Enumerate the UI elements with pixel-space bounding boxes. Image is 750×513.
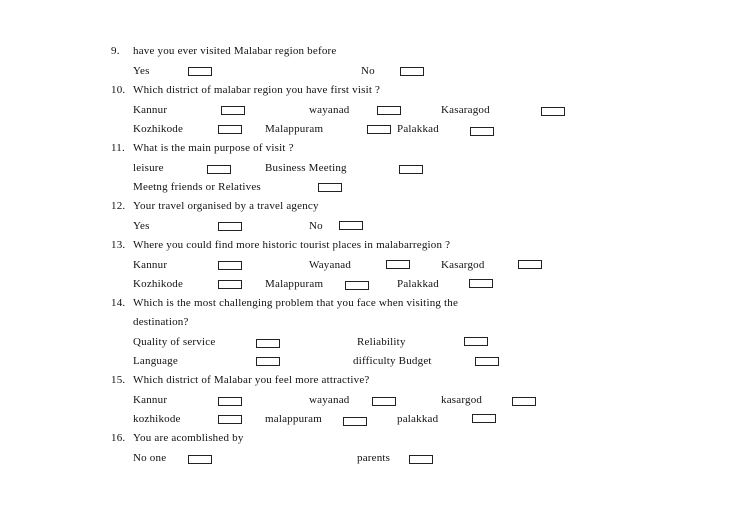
q12-option-label: No — [309, 220, 323, 232]
q10-text: Which district of malabar region you have first visit ? — [133, 84, 381, 96]
q11-option-label: leisure — [133, 162, 164, 174]
q11-option-label: Business Meeting — [265, 162, 347, 174]
q14-option-label: difficulty Budget — [353, 355, 432, 367]
q15-option-label: malappuram — [265, 413, 322, 425]
q15-option-checkbox[interactable] — [372, 397, 396, 406]
q11-number: 11. — [111, 142, 125, 154]
q14-option-label: Reliability — [357, 336, 406, 348]
q14-text-continued: destination? — [133, 316, 189, 328]
q15-option-label: palakkad — [397, 413, 439, 425]
q13-option-label: Malappuram — [265, 278, 324, 290]
q16-option-checkbox[interactable] — [188, 455, 212, 464]
q13-text: Where you could find more historic tourist places in malabarregion ? — [133, 239, 451, 251]
q9-option-label: No — [361, 65, 375, 77]
q14-option-label: Language — [133, 355, 178, 367]
q13-option-label: Kasargod — [441, 259, 485, 271]
q10-option-label: wayanad — [309, 104, 350, 116]
q14-number: 14. — [111, 297, 126, 309]
q15-option-checkbox[interactable] — [218, 415, 242, 424]
q15-option-checkbox[interactable] — [512, 397, 536, 406]
q9-number: 9. — [111, 45, 120, 57]
q14-option-checkbox[interactable] — [475, 357, 499, 366]
q16-option-label: parents — [357, 452, 391, 464]
q13-number: 13. — [111, 239, 126, 251]
q10-option-checkbox[interactable] — [367, 125, 391, 134]
q13-option-checkbox[interactable] — [218, 280, 242, 289]
q13-option-checkbox[interactable] — [518, 260, 542, 269]
q9-option-checkbox[interactable] — [188, 67, 212, 76]
q16-number: 16. — [111, 432, 126, 444]
q15-number: 15. — [111, 374, 126, 386]
q10-option-label: Palakkad — [397, 123, 439, 135]
q13-option-checkbox[interactable] — [218, 261, 242, 270]
q12-text: Your travel organised by a travel agency — [133, 200, 319, 212]
q14-option-checkbox[interactable] — [256, 339, 280, 348]
q10-option-checkbox[interactable] — [541, 107, 565, 116]
q9-text: have you ever visited Malabar region before — [133, 45, 337, 57]
q13-option-checkbox[interactable] — [386, 260, 410, 269]
q10-option-checkbox[interactable] — [377, 106, 401, 115]
q13-option-checkbox[interactable] — [345, 281, 369, 290]
q14-option-checkbox[interactable] — [464, 337, 488, 346]
q10-option-checkbox[interactable] — [221, 106, 245, 115]
q15-option-label: kozhikode — [133, 413, 181, 425]
q15-option-checkbox[interactable] — [218, 397, 242, 406]
q15-option-label: wayanad — [309, 394, 350, 406]
q10-option-label: Kozhikode — [133, 123, 184, 135]
q14-option-checkbox[interactable] — [256, 357, 280, 366]
q15-option-checkbox[interactable] — [343, 417, 367, 426]
q14-text: Which is the most challenging problem that you face when visiting the — [133, 297, 459, 309]
q15-option-label: Kannur — [133, 394, 168, 406]
q15-text: Which district of Malabar you feel more attractive? — [133, 374, 370, 386]
q13-option-label: Wayanad — [309, 259, 352, 271]
q13-option-label: Palakkad — [397, 278, 439, 290]
q13-option-label: Kozhikode — [133, 278, 184, 290]
q14-option-label: Quality of service — [133, 336, 216, 348]
q11-text: What is the main purpose of visit ? — [133, 142, 294, 154]
q10-option-label: Kannur — [133, 104, 168, 116]
q11-option-label: Meetng friends or Relatives — [133, 181, 261, 193]
q13-option-checkbox[interactable] — [469, 279, 493, 288]
q16-text: You are acomblished by — [133, 432, 244, 444]
q10-option-checkbox[interactable] — [218, 125, 242, 134]
q12-number: 12. — [111, 200, 126, 212]
q12-option-checkbox[interactable] — [339, 221, 363, 230]
q9-option-checkbox[interactable] — [400, 67, 424, 76]
q11-option-checkbox[interactable] — [399, 165, 423, 174]
q10-option-label: Kasaragod — [441, 104, 490, 116]
q16-option-checkbox[interactable] — [409, 455, 433, 464]
q10-option-checkbox[interactable] — [470, 127, 494, 136]
q11-option-checkbox[interactable] — [207, 165, 231, 174]
q15-option-checkbox[interactable] — [472, 414, 496, 423]
q16-option-label: No one — [133, 452, 167, 464]
q10-number: 10. — [111, 84, 126, 96]
q12-option-checkbox[interactable] — [218, 222, 242, 231]
q11-option-checkbox[interactable] — [318, 183, 342, 192]
q10-option-label: Malappuram — [265, 123, 324, 135]
q15-option-label: kasargod — [441, 394, 483, 406]
q9-option-label: Yes — [133, 65, 150, 77]
q12-option-label: Yes — [133, 220, 150, 232]
q13-option-label: Kannur — [133, 259, 168, 271]
